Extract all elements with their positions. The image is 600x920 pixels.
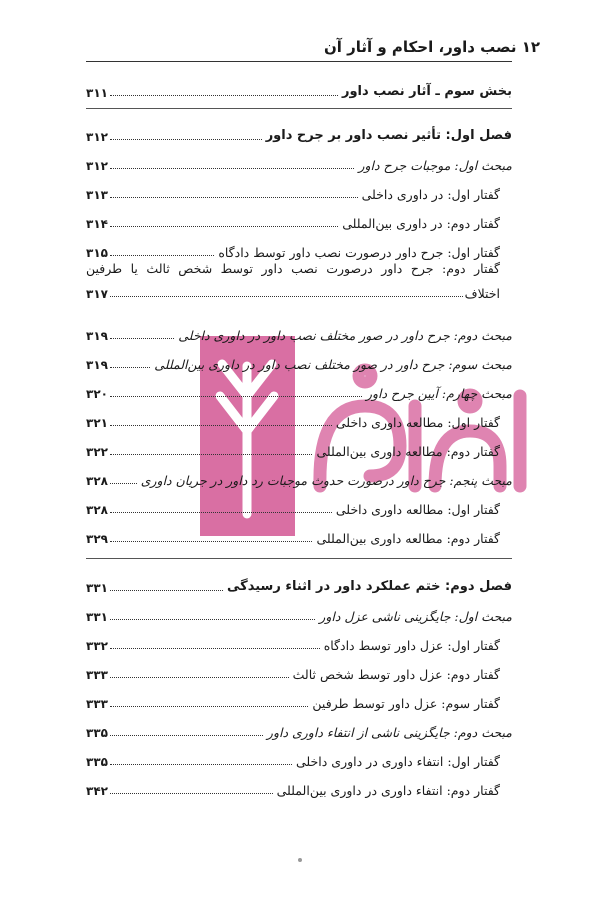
toc-entry[interactable]: گفتار اول: عزل داور توسط دادگاه ۳۳۲ [86, 638, 500, 653]
toc-entry[interactable]: گفتار اول: جرح داور درصورت نصب داور توسط دادگاه ۳۱۵ [86, 245, 500, 260]
divider [86, 108, 512, 109]
toc-entry[interactable]: گفتار دوم: عزل داور توسط شخص ثالث ۳۳۳ [86, 667, 500, 682]
toc-entry[interactable]: مبحث اول: موجبات جرح داور ۳۱۲ [86, 158, 512, 173]
toc-entry[interactable]: گفتار دوم: در داوری بین‌المللی ۳۱۴ [86, 216, 500, 231]
toc-entry[interactable]: گفتار دوم: مطالعه داوری بین‌المللی ۳۲۲ [86, 444, 500, 459]
toc-entry[interactable]: گفتار دوم: مطالعه داوری بین‌المللی ۳۲۹ [86, 531, 500, 546]
toc-entry-chapter[interactable]: فصل دوم: ختم عملکرد داور در اثناء رسیدگی ۳۳۱ [86, 579, 512, 595]
page-header [60, 34, 540, 60]
page-mark [298, 858, 302, 862]
toc-entry[interactable]: مبحث دوم: جرح داور در صور مختلف نصب داور در داوری داخلی ۳۱۹ [86, 328, 512, 343]
toc-entry[interactable]: مبحث اول: جایگزینی ناشی عزل داور ۳۳۱ [86, 609, 512, 624]
toc-entry[interactable]: گفتار اول: مطالعه داوری داخلی ۳۲۱ [86, 415, 500, 430]
toc-entry[interactable]: گفتار اول: در داوری داخلی ۳۱۳ [86, 187, 500, 202]
divider [86, 558, 512, 559]
toc-entry[interactable]: گفتار دوم: انتفاء داوری در داوری بین‌المللی ۳۴۲ [86, 783, 500, 798]
toc-entry[interactable]: مبحث پنجم: جرح داور درصورت حدوث موجبات رد داور در جریان داوری ۳۲۸ [86, 473, 512, 488]
toc-entry-part[interactable]: بخش سوم ـ آثار نصب داور ۳۱۱ [86, 84, 512, 100]
toc-entry[interactable]: گفتار اول: مطالعه داوری داخلی ۳۲۸ [86, 502, 500, 517]
toc-entry[interactable]: گفتار اول: انتفاء داوری در داوری داخلی ۳۳۵ [86, 754, 500, 769]
toc-entry[interactable]: مبحث دوم: جایگزینی ناشی از انتفاء داوری داور ۳۳۵ [86, 725, 512, 740]
toc-entry[interactable]: مبحث چهارم: آیین جرح داور ۳۲۰ [86, 386, 512, 401]
header-rule [86, 61, 512, 62]
toc-entry-wrapped[interactable]: گفتار دوم: جرح داور درصورت نصب داور توسط شخص ثالث یا طرفین اختلاف ۳۱۷ [86, 261, 500, 301]
header-title: ۱۲ نصب داور، احکام و آثار آن [323, 38, 540, 56]
toc-entry[interactable]: گفتار سوم: عزل داور توسط طرفین ۳۳۳ [86, 696, 500, 711]
toc-entry-chapter[interactable]: فصل اول: تأثیر نصب داور بر جرح داور ۳۱۲ [86, 128, 512, 144]
toc-entry[interactable]: مبحث سوم: جرح داور در صور مختلف نصب داور در داوری بین‌المللی ۳۱۹ [86, 357, 512, 372]
